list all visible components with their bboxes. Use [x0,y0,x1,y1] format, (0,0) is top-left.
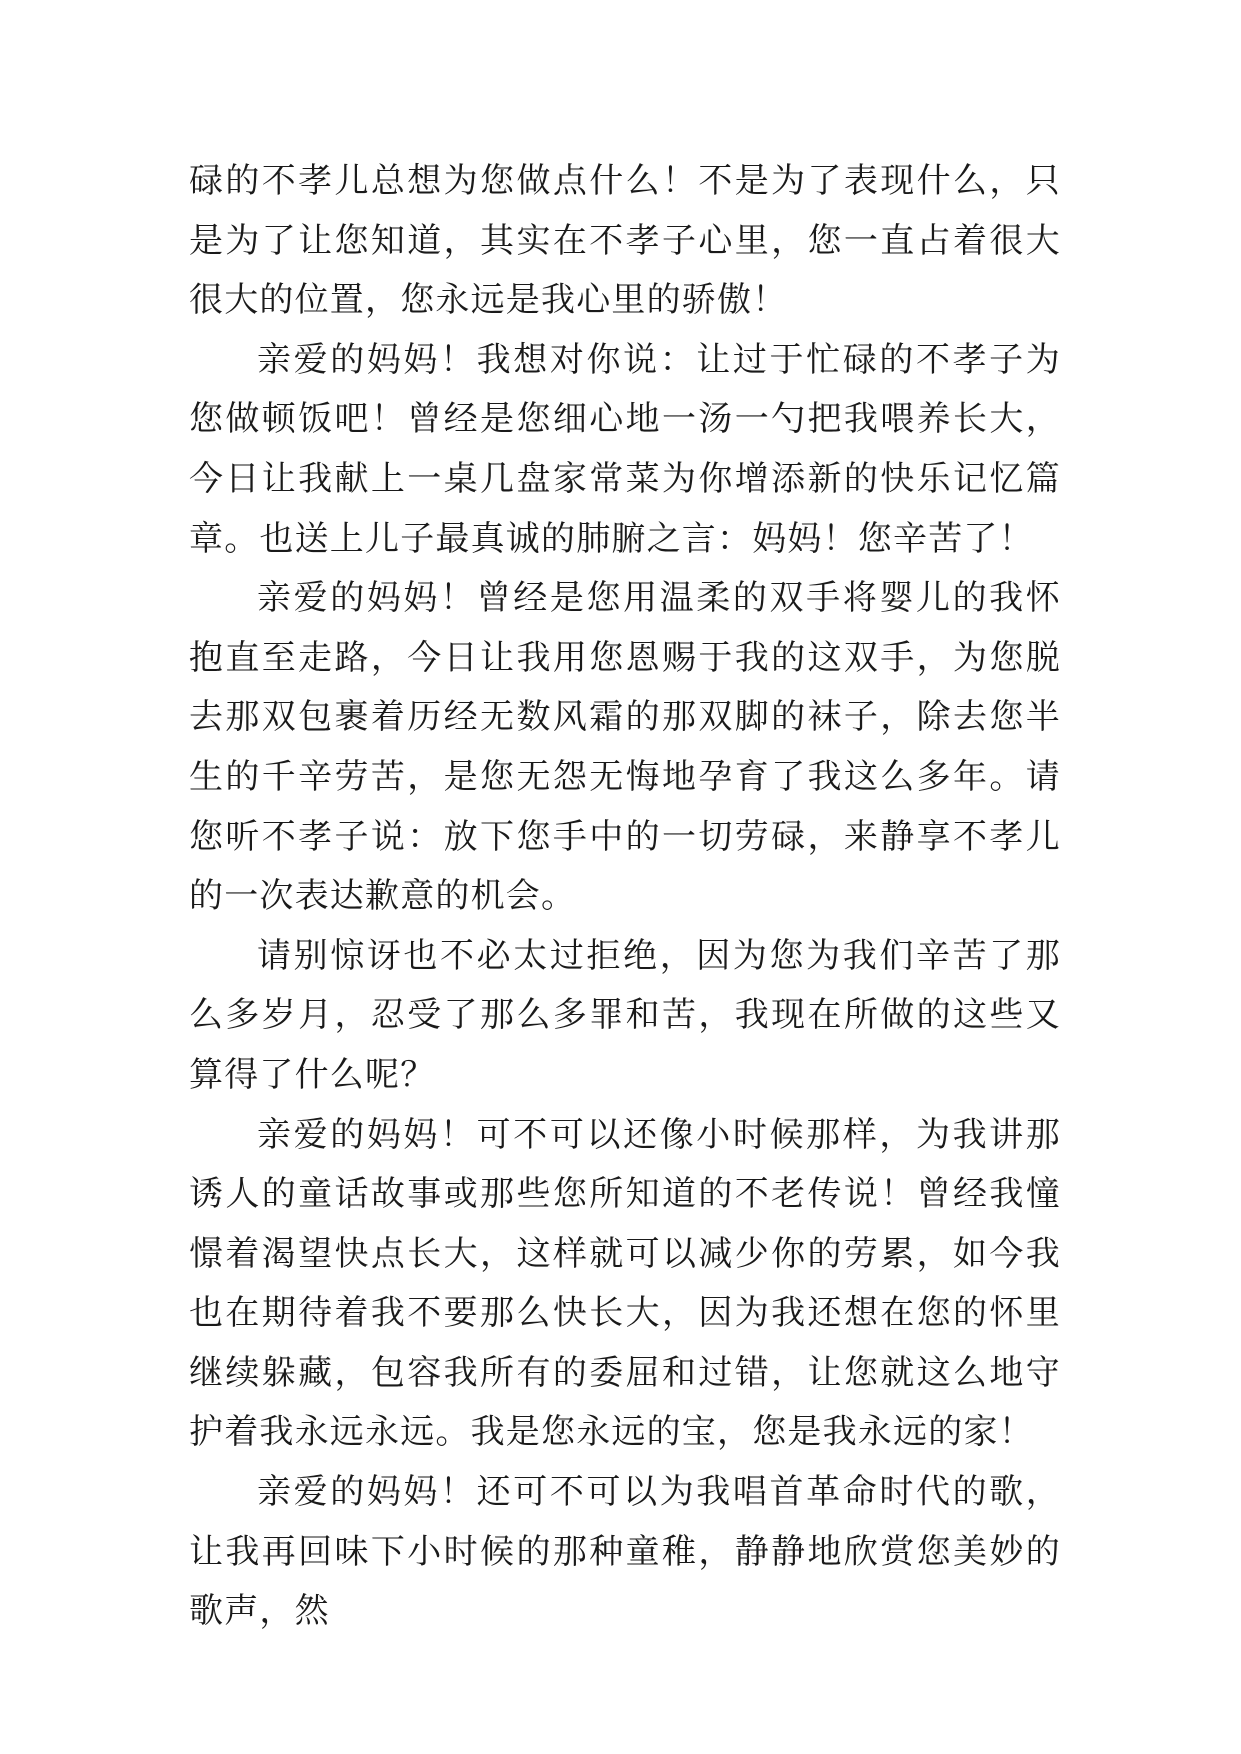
paragraph-1: 碌的不孝儿总想为您做点什么！不是为了表现什么，只是为了让您知道，其实在不孝子心里，您一直占着很大很大的位置，您永远是我心里的骄傲！ [189,161,1061,321]
paragraph-4: 请别惊讶也不必太过拒绝，因为您为我们辛苦了那么多岁月，忍受了那么多罪和苦，我现在所做的这些又算得了什么呢？ [189,935,1061,1095]
paragraph-2: 亲爱的妈妈！我想对你说：让过于忙碌的不孝子为您做顿饭吧！曾经是您细心地一汤一勺把我喂养长大，今日让我献上一桌几盘家常菜为你增添新的快乐记忆篇章。也送上儿子最真诚的肺腑之言：妈妈！您辛苦了！ [189,339,1061,559]
paragraph-3: 亲爱的妈妈！曾经是您用温柔的双手将婴儿的我怀抱直至走路，今日让我用您恩赐于我的这双手，为您脱去那双包裹着历经无数风霜的那双脚的袜子，除去您半生的千辛劳苦，是您无怨无悔地孕育了我这么多年。请您听不孝子说：放下您手中的一切劳碌，来静享不孝儿的一次表达歉意的机会。 [189,578,1061,917]
paragraph-6: 亲爱的妈妈！还可不可以为我唱首革命时代的歌，让我再回味下小时候的那种童稚，静静地欣赏您美妙的歌声，然 [189,1472,1061,1632]
paragraph-5: 亲爱的妈妈！可不可以还像小时候那样，为我讲那诱人的童话故事或那些您所知道的不老传说！曾经我憧憬着渴望快点长大，这样就可以减少你的劳累，如今我也在期待着我不要那么快长大，因为我还想在您的怀里继续躲藏，包容我所有的委屈和过错，让您就这么地守护着我永远永远。我是您永远的宝，您是我永远的家！ [189,1114,1061,1453]
body-text [189,152,1061,1642]
